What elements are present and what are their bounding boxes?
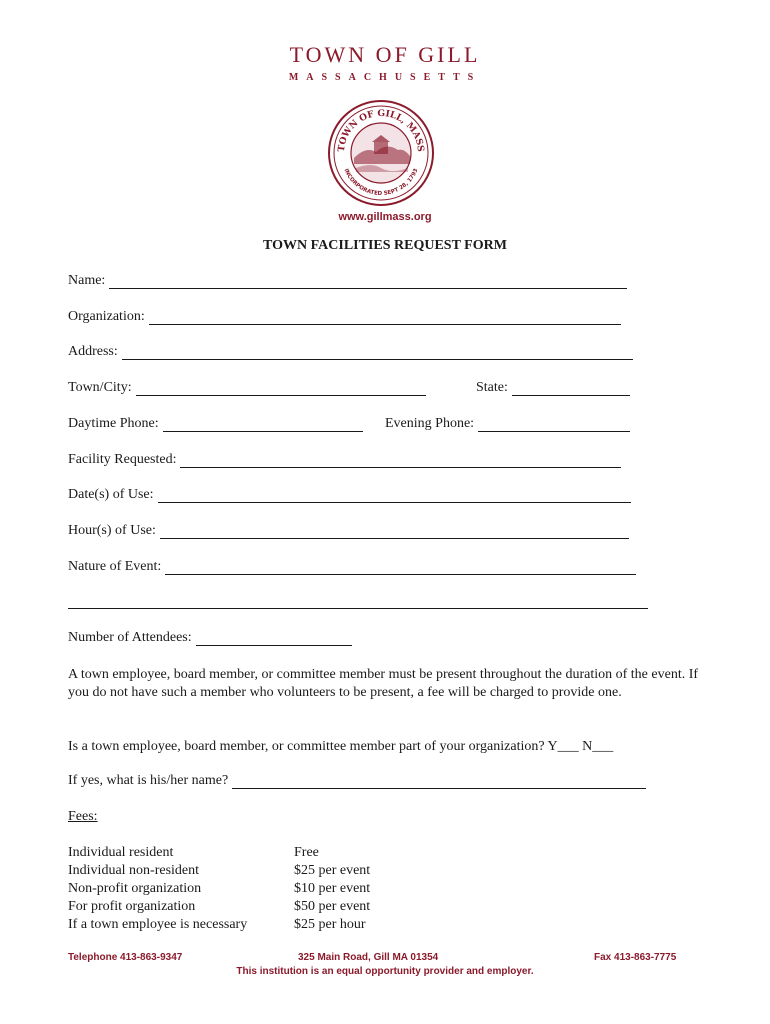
footer-telephone: Telephone 413-863-9347 xyxy=(68,952,183,963)
nature-field[interactable] xyxy=(68,559,636,575)
town-field[interactable] xyxy=(68,380,426,396)
attendees-input-line[interactable] xyxy=(196,632,352,646)
address-label: Address: xyxy=(68,344,118,359)
hours-input-line[interactable] xyxy=(160,525,629,539)
evening-phone-label: Evening Phone: xyxy=(385,416,475,431)
organization-input-line[interactable] xyxy=(149,311,621,325)
facility-label: Facility Requested: xyxy=(68,452,177,467)
state-label: State: xyxy=(476,380,508,395)
member-name-input-line[interactable] xyxy=(232,775,646,789)
seal-top-text: TOWN OF GILL, MASS xyxy=(336,108,426,153)
town-title: TOWN OF GILL xyxy=(289,42,481,67)
state-title: MASSACHUSETTS xyxy=(288,72,482,83)
fee-amount: $25 per hour xyxy=(294,917,366,932)
address-input-line[interactable] xyxy=(122,346,633,360)
footer-address: 325 Main Road, Gill MA 01354 xyxy=(298,952,439,963)
fees-categories xyxy=(68,844,247,934)
dates-field[interactable] xyxy=(68,487,631,503)
member-name-label: If yes, what is his/her name? xyxy=(68,773,229,788)
evening-phone-input-line[interactable] xyxy=(478,418,630,432)
member-name-field[interactable] xyxy=(68,773,646,789)
dates-input-line[interactable] xyxy=(158,489,631,503)
town-input-line[interactable] xyxy=(136,382,426,396)
state-field[interactable] xyxy=(476,380,630,396)
state-input-line[interactable] xyxy=(512,382,630,396)
hours-field[interactable] xyxy=(68,523,629,539)
hours-label: Hour(s) of Use: xyxy=(68,523,156,538)
fee-category: Non-profit organization xyxy=(68,881,202,896)
name-input-line[interactable] xyxy=(109,275,627,289)
evening-phone-field[interactable] xyxy=(385,416,630,432)
fees-amounts xyxy=(294,844,370,934)
fee-category: If a town employee is necessary xyxy=(68,917,248,932)
footer-equal-opportunity: This institution is an equal opportunity provider and employer. xyxy=(236,966,534,977)
attendees-field[interactable] xyxy=(68,630,352,646)
facility-input-line[interactable] xyxy=(180,454,621,468)
daytime-phone-label: Daytime Phone: xyxy=(68,416,159,431)
notice-paragraph: A town employee, board member, or committee member must be present throughout the duration of the event. If you do not have such a member who volunteers to be present, a fee will be charged to provide one. xyxy=(68,667,699,700)
dates-label: Date(s) of Use: xyxy=(68,487,154,502)
fee-amount: $25 per event xyxy=(294,863,371,878)
nature-second-line-field[interactable] xyxy=(68,595,648,609)
town-seal-logo xyxy=(326,98,436,208)
nature-input-line[interactable] xyxy=(165,561,636,575)
fees-heading: Fees: xyxy=(68,809,98,824)
daytime-phone-input-line[interactable] xyxy=(163,418,363,432)
name-label: Name: xyxy=(68,273,106,288)
fee-amount: $50 per event xyxy=(294,899,371,914)
footer-fax: Fax 413-863-7775 xyxy=(594,952,677,963)
fee-category: Individual non-resident xyxy=(68,863,200,878)
fee-category: For profit organization xyxy=(68,899,196,914)
facility-field[interactable] xyxy=(68,452,621,468)
nature-label: Nature of Event: xyxy=(68,559,162,574)
organization-label: Organization: xyxy=(68,309,145,324)
organization-field[interactable] xyxy=(68,309,621,325)
name-field[interactable] xyxy=(68,273,627,289)
attendees-label: Number of Attendees: xyxy=(68,630,192,645)
website-link[interactable]: www.gillmass.org xyxy=(338,211,432,223)
address-field[interactable] xyxy=(68,344,633,360)
member-question: Is a town employee, board member, or committee member part of your organization? Y___ N___ xyxy=(68,739,614,754)
fee-amount: $10 per event xyxy=(294,881,371,896)
fee-category: Individual resident xyxy=(68,845,174,860)
daytime-phone-field[interactable] xyxy=(68,416,363,432)
form-title: TOWN FACILITIES REQUEST FORM xyxy=(263,238,507,253)
nature-input-line-2[interactable] xyxy=(68,595,648,609)
seal-bottom-text: INCORPORATED SEPT 28, 1793 xyxy=(342,167,420,198)
fee-amount: Free xyxy=(294,845,319,860)
town-label: Town/City: xyxy=(68,380,132,395)
